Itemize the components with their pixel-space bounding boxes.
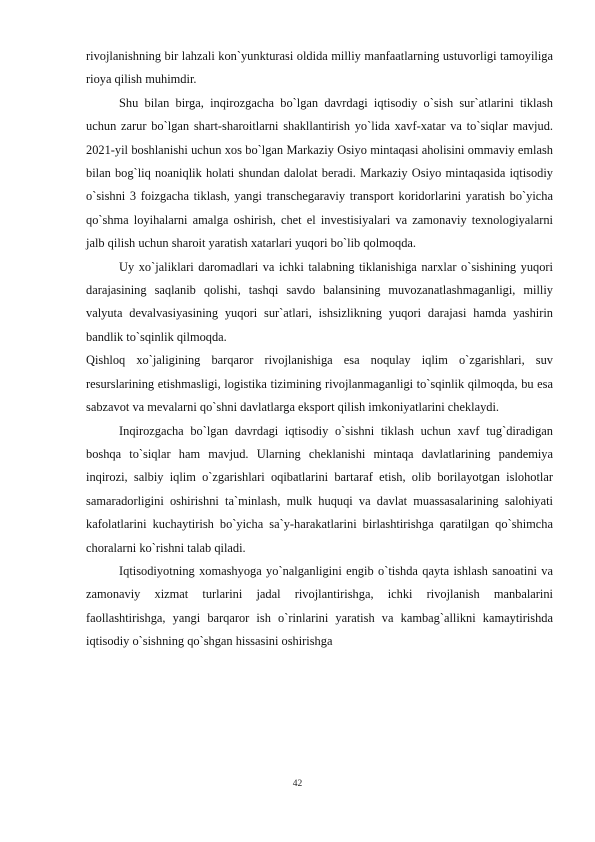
page-number: 42 (292, 779, 303, 789)
paragraph-3: Uy xo`jaliklari daromadlari va ichki talabning tiklanishiga narxlar o`sishining yuqori darajasining saqlanib qolishi, tashqi savdo balansining muvozanatlashmaganligi, milliy valyuta devalvasiyasining yuqori sur`atlari, ishsizlikning yuqori darajasi hamda yashirin bandlik to`sqinlik qilmoqda. (86, 259, 553, 344)
document-page (86, 45, 553, 654)
paragraph-1: rivojlanishning bir lahzali kon`yunkturasi oldida milliy manfaatlarning ustuvorligi tamoyiliga rioya qilish muhimdir. (86, 49, 553, 87)
paragraph-4: Qishloq xo`jaligining barqaror rivojlanishiga esa noqulay iqlim o`zgarishlari, suv resurslarining etishmasligi, logistika tizimining rivojlanmaganligi to`sqinlik qilmoqda, bu esa sabzavot va mevalarni qo`shni davlatlarga eksport qilish imkoniyatlarini cheklaydi. (86, 353, 553, 415)
paragraph-5: Inqirozgacha bo`lgan davrdagi iqtisodiy o`sishni tiklash uchun xavf tug`diradigan boshqa to`siqlar ham mavjud. Ularning cheklanishi mintaqa davlatlarining pandemiya inqirozi, salbiy iqlim o`zgarishlari oqibatlarini bartaraf etish, olib borilayotgan islohotlar samaradorligini oshirishni ta`minlash, mulk huquqi va davlat muassasalarining salohiyati kafolatlarini kuchaytirish bo`yicha sa`y-harakatlarini birlashtirishga qaratilgan qo`shimcha choralarni ko`rishni talab qiladi. (86, 423, 553, 555)
paragraph-6: Iqtisodiyotning xomashyoga yo`nalganligini engib o`tishda qayta ishlash sanoatini va zamonaviy xizmat turlarini jadal rivojlantirishga, ichki rivojlanish manbalarini faollashtirishga, yangi barqaror ish o`rinlarini yaratish va kambag`allikni kamaytirishda iqtisodiy o`sishning qo`shgan hissasini oshirishga (86, 563, 553, 649)
paragraph-2: Shu bilan birga, inqirozgacha bo`lgan davrdagi iqtisodiy o`sish sur`atlarini tiklash uchun zarur bo`lgan shart-sharoitlarni shakllantirish yo`lida xavf-xatar va to`siqlar mavjud. 2021-yil boshlanishi uchun xos bo`lgan Markaziy Osiyo mintaqasi aholisini ommaviy emlash bilan bog`liq noaniqlik holati shundan dalolat beradi. Markaziy Osiyo mintaqasida iqtisodiy o`sishni 3 foizgacha tiklash, yangi transchegaraviy transport koridorlarini yaratish bo`yicha qo`shma loyihalarni amalga oshirish, chet el investisiyalari va zamonaviy texnologiyalarni jalb qilish uchun sharoit yaratish xatarlari yuqori bo`lib qolmoqda. (86, 95, 553, 251)
